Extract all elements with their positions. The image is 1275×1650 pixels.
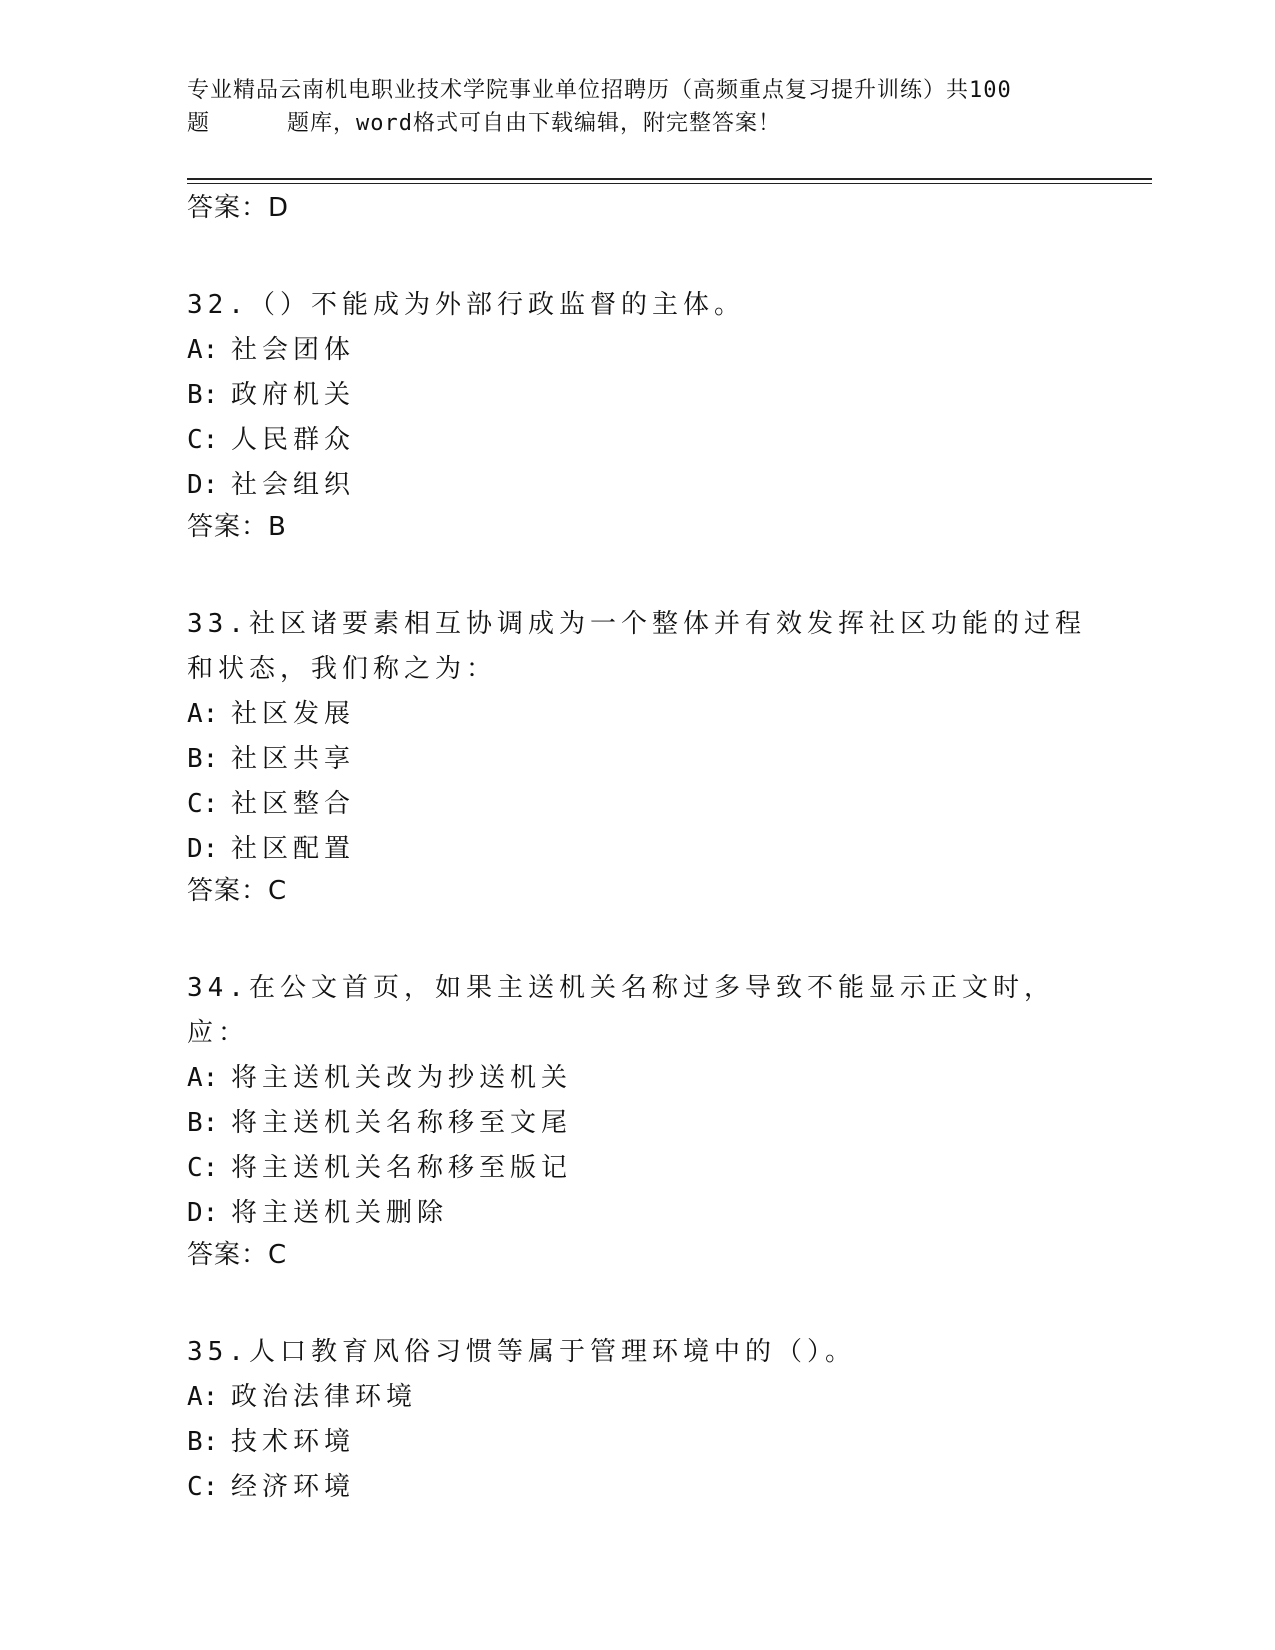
option-b <box>187 737 1087 782</box>
question-answer: 答案：B <box>187 512 287 542</box>
option-letter: D: <box>187 834 219 864</box>
option-text: 社会团体 <box>231 335 356 365</box>
question-32 <box>187 283 1087 544</box>
option-letter: A: <box>187 335 219 365</box>
option-text: 经济环境 <box>231 1472 356 1502</box>
option-a <box>187 692 1087 737</box>
option-letter: D: <box>187 1198 219 1228</box>
option-letter: C: <box>187 1153 219 1183</box>
option-text: 将主送机关删除 <box>231 1198 449 1228</box>
option-a <box>187 1375 1087 1420</box>
option-text: 社区共享 <box>231 744 356 774</box>
option-d <box>187 463 1087 508</box>
header-title-line-2-prefix: 题 <box>187 111 211 136</box>
previous-answer: 答案：D <box>187 193 290 223</box>
option-text: 将主送机关名称移至版记 <box>231 1153 573 1183</box>
header-title-line-1: 专业精品云南机电职业技术学院事业单位招聘历（高频重点复习提升训练）共100 <box>187 78 1012 103</box>
option-text: 社区整合 <box>231 789 356 819</box>
question-stem: 33.社区诸要素相互协调成为一个整体并有效发挥社区功能的过程和状态，我们称之为： <box>187 609 1086 684</box>
option-a <box>187 1056 1087 1101</box>
option-d <box>187 1191 1087 1236</box>
header-divider <box>187 178 1152 184</box>
option-letter: C: <box>187 425 219 455</box>
option-text: 技术环境 <box>231 1427 356 1457</box>
page-header <box>187 74 1087 140</box>
question-stem: 34.在公文首页，如果主送机关名称过多导致不能显示正文时，应： <box>187 973 1055 1048</box>
option-letter: A: <box>187 699 219 729</box>
option-a <box>187 328 1087 373</box>
option-c <box>187 1465 1087 1510</box>
option-letter: C: <box>187 789 219 819</box>
option-letter: B: <box>187 380 219 410</box>
header-title-line-2-text: 题库，word格式可自由下载编辑，附完整答案！ <box>287 111 781 136</box>
question-35 <box>187 1330 1087 1510</box>
question-stem: 35.人口教育风俗习惯等属于管理环境中的（）。 <box>187 1337 856 1367</box>
option-letter: A: <box>187 1063 219 1093</box>
question-answer: 答案：C <box>187 876 288 906</box>
option-text: 社会组织 <box>231 470 356 500</box>
option-letter: C: <box>187 1472 219 1502</box>
option-d <box>187 827 1087 872</box>
question-stem: 32.（）不能成为外部行政监督的主体。 <box>187 290 745 320</box>
option-b <box>187 373 1087 418</box>
option-c <box>187 418 1087 463</box>
option-letter: B: <box>187 1108 219 1138</box>
document-body <box>187 191 1087 1510</box>
option-letter: D: <box>187 470 219 500</box>
header-title-line-2 <box>187 107 1087 140</box>
option-letter: B: <box>187 1427 219 1457</box>
option-text: 政府机关 <box>231 380 356 410</box>
option-text: 社区配置 <box>231 834 356 864</box>
option-text: 将主送机关名称移至文尾 <box>231 1108 573 1138</box>
option-b <box>187 1420 1087 1465</box>
option-letter: A: <box>187 1382 219 1412</box>
option-letter: B: <box>187 744 219 774</box>
question-33 <box>187 602 1087 908</box>
option-text: 政治法律环境 <box>231 1382 418 1412</box>
option-text: 人民群众 <box>231 425 356 455</box>
question-answer: 答案：C <box>187 1240 288 1270</box>
option-c <box>187 1146 1087 1191</box>
option-text: 将主送机关改为抄送机关 <box>231 1063 573 1093</box>
option-c <box>187 782 1087 827</box>
option-text: 社区发展 <box>231 699 356 729</box>
question-34 <box>187 966 1087 1272</box>
option-b <box>187 1101 1087 1146</box>
